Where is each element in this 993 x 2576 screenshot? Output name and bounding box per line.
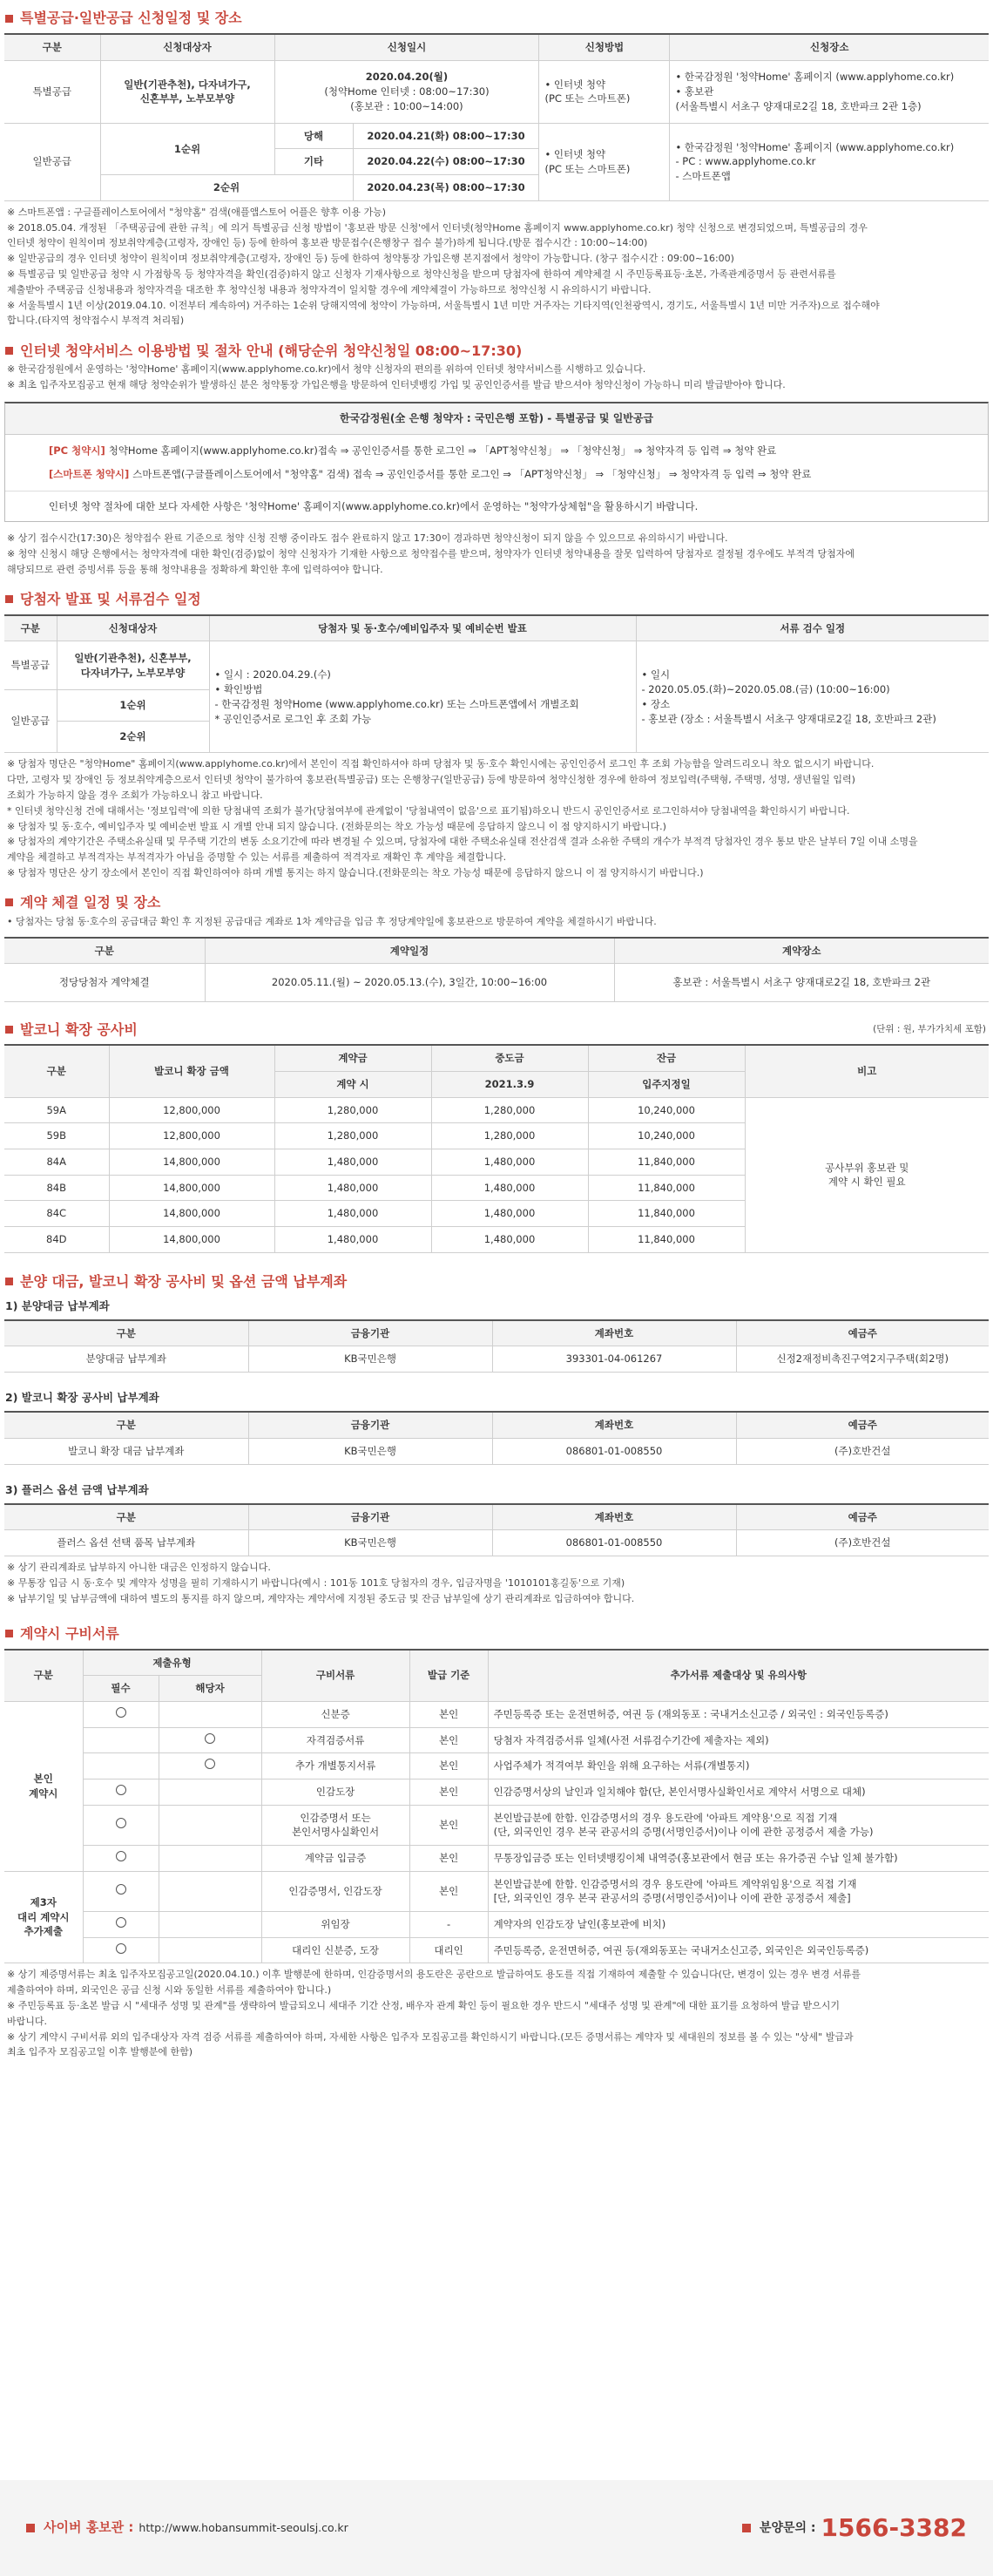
square-bullet-icon [5,347,13,355]
circle-mark-icon [116,1884,126,1895]
footer: 사이버 홍보관 : http://www.hobansummit-seoulsj.co.kr 분양문의 : 1566-3382 [0,2480,993,2576]
table-row: 인감증명서 또는 본인서명사실확인서 본인 본인발급분에 한함. 인감증명서의 경우 용도란에 '아파트 계약용'으로 직접 기재 (단, 외국인인 경우 본국 관공서의 증명(서명인증서)이나 이에 관한 공정증서 제출 가능) [4,1805,989,1845]
table-row: 계약금 입금증 본인 무통장입금증 또는 인터넷뱅킹이체 내역증(홍보관에서 현금 또는 유가증권 수납 일체 불가함) [4,1845,989,1871]
option-account-table: 구분 금융기관 계좌번호 예금주 플러스 옵션 선택 품목 납부계좌 KB국민은행 086801-01-008550 (주)호반건설 [4,1503,989,1556]
table-row: 본인 계약시 신분증 본인 주민등록증 또는 운전면허증, 여권 등 (재외동포 : 국내거소신고증 / 외국인 : 외국인등록증) [4,1701,989,1727]
table-row: 위임장 - 계약자의 인감도장 날인(홍보관에 비치) [4,1911,989,1937]
section-title-schedule: 특별공급·일반공급 신청일정 및 장소 [0,7,993,30]
page: 특별공급·일반공급 신청일정 및 장소 구분 신청대상자 신청일시 신청방법 신청장소 특별공급 일반(기관추천), 다자녀가구, 신혼부부, 노부모부양 2020.04.20(월) (청약Home 인터넷 : 08:00~17:30) (홍보관 : 10:00~14:00) • 인터넷 청약 (PC 또는 스마트폰) • 한국감정원 '청약Home' 홈페이지 (www.applyhome.co.kr) • 홍보관 (서울특별시 서초구 양재대로2길 18, 호반파크 2관 1층) 일반공급 1순위 당해 2020.04.21(화) 08:00~17:30 • 인터넷 청약 (PC 또는 스마트폰) • 한국감정원 '청약Home' 홈페이지 (www.applyhome.co.kr) - PC : www.applyhome.co.kr - 스마트폰앱 기타 2020.04.22(수) 08:00~17:30 2순위 2020.04.23(목) 08:00~17:30 ※ 스마트폰앱 : 구글플레이스토어에서 "청약홈" 검색(애플앱스토어 어플은 향후 이용 가능) ※ 2018.05.04. 개정된 「주택공급에 관한 규칙」에 의거 특별공급 신청 방법이 '홍보관 방문 신청'에서 인터넷(청약Home 홈페이지 www.applyhome.co.kr) 청약 신청으로 변경되었으며, 특별공급의 경우 인터넷 청약이 원칙이며 정보취약계층(고령자, 장애인 등) 등에 한하여 홍보관 방문접수(은행창구 접수 불가)하게 됩니다.(방문 접수시간 : 10:00~14:00) ※ 일반공급의 경우 인터넷 청약이 원칙이며 정보취약계층(고령자, 장애인 등) 등에 한하여 청약통장 가입은행 본지점에서 청약이 가능합니다. (창구 접수시간 : 09:00~16:00) ※ 특별공급 및 일반공급 청약 시 가점항목 등 청약자격을 확인(검증)하지 않고 신청자 기재사항으로 청약신청을 받으며 당첨자에 한하여 계약체결 시 주민등록표등·초본, 가족관계증명서 등 관련서류를 제출받아 주택공급 신청내용과 청약자격을 대조한 후 청약신청 내용과 청약자격이 일치할 경우에 계약체결이 가능하므로 청약신청 시 유의하시기 바랍니다. ※ 서울특별시 1년 이상(2019.04.10. 이전부터 계속하여) 거주하는 1순위 당해지역에 청약이 가능하며, 서울특별시 1년 미만 거주자는 기타지역(인천광역시, 경기도, 서울특별시 1년 미만 거주자)으로 접수해야 합니다.(타지역 청약접수시 부적격 처리됨) 인터넷 청약서비스 이용방법 및 절차 안내 (해당순위 청약신청일 08:00~17:30) ※ 한국감정원에서 운영하는 '청약Home' 홈페이지(www.applyhome.co.kr)에서 청약 신청자의 편의를 위하여 인터넷 청약서비스를 시행하고 있습니다. ※ 최초 입주자모집공고 현재 해당 청약순위가 발생하신 분은 청약통장 가입은행을 방문하여 인터넷뱅킹 가입 및 공인인증서를 발급 받으셔야 청약신청이 가능하니 미리 발급받아야 합니다. 한국감정원(全 은행 청약자 : 국민은행 포함) - 특별공급 및 일반공급 [PC 청약시] 청약Home 홈페이지(www.applyhome.co.kr)접속 ⇒ 공인인증서를 통한 로그인 ⇒ 「APT청약신청」 ⇒ 「청약신청」 ⇒ 청약자격 등 입력 ⇒ 청약 완료 [스마트폰 청약시] 스마트폰앱(구글플레이스토어에서 "청약홈" 검색) 접속 ⇒ 공인인증서를 통한 로그인 ⇒ 「APT청약신청」 ⇒ 「청약신청」 ⇒ 청약자격 등 입력 ⇒ 청약 완료 인터넷 청약 절차에 대한 보다 자세한 사항은 '청약Home' 홈페이지(www.applyhome.co.kr)에서 운영하는 "청약가상체험"을 활용하시기 바랍니다. ※ 상기 접수시간(17:30)은 청약접수 완료 기준으로 청약 신청 진행 중이라도 접수 완료하지 않고 17:30이 경과하면 청약신청이 되지 않을 수 있으므로 유의하시기 바랍니다. ※ 청약 신청시 해당 은행에서는 청약자격에 대한 확인(검증)없이 청약 신청자가 기재한 사항으로 청약접수를 받으며, 청약자가 인터넷 청약내용을 잘못 입력하여 당첨자로 결정될 경우에도 부적격 당첨자에 해당되므로 관련 증빙서류 등을 통해 청약내용을 정확하게 확인한 후에 입력하여야 합니다. 당첨자 발표 및 서류검수 일정 구분 신청대상자 당첨자 및 동·호수/예비입주자 및 예비순번 발표 서류 검수 일정 특별공급 일반(기관추천), 신혼부부, 다자녀가구, 노부모부양 • 일시 : 2020.04.29.(수) • 확인방법 - 한국감정원 청약Home (www.applyhome.co.kr) 또는 스마트폰앱에서 개별조회 * 공인인증서로 로그인 후 조회 가능 • 일시 - 2020.05.05.(화)~2020.05.08.(금) (10:00~16:00) • 장소 - 홍보관 (장소 : 서울특별시 서초구 양재대로2길 18, 호반파크 2관) 일반공급 1순위 2순위 ※ 당첨자 명단은 "청약Home" 홈페이지(www.applyhome.co.kr)에서 본인이 직접 확인하셔야 하며 당첨자 및 동·호수 확인시에는 공인인증서 로그인 후 조회 가능함을 알려드리오니 착오 없으시기 바랍니다. 다만, 고령자 및 장애인 등 정보취약계층으로서 인터넷 청약이 불가하여 홍보관(특별공급) 또는 은행창구(일반공급) 등에 방문하여 청약신청한 경우에 한하여 정보입력(주택형, 주택명, 성명, 생년월일 입력) 조회가 가능하지 않을 경우 조회가 가능하오니 참고 바랍니다. * 인터넷 청약신청 건에 대해서는 '정보입력'에 의한 당첨내역 조회가 불가(당첨여부에 관계없이 '당첨내역이 없음'으로 표기됨)하오니 반드시 공인인증서로 로그인하셔야 당첨내역을 확인하시기 바랍니다. ※ 당첨자 및 동·호수, 예비입주자 및 예비순번 발표 시 개별 안내 되지 않습니다. (전화문의는 착오 가능성 때문에 응답하지 않으니 이 점 양지하시기 바랍니다.) ※ 당첨자의 계약기간은 주택소유실태 및 무주택 기간의 변동 소요기간에 따라 변경될 수 있으며, 당첨자에 대한 주택소유실태 전산검색 결과 소유한 주택의 개수가 부적격 당첨자인 경우 통보 받은 날부터 7일 이내 소명을 계약을 체결하고 부적격자는 부적격자가 아님을 증명할 수 있는 서류를 제출하여 적격자로 재확인 후 계약을 체결합니다. ※ 당첨자 명단은 상기 장소에서 본인이 직접 확인하여야 하며 개별 통지는 하지 않습니다.(전화문의는 착오 가능성 때문에 응답하지 않으니 이 점 양지하시기 바랍니다.) 계약 체결 일정 및 장소 • 당첨자는 당첨 동·호수의 공급대금 확인 후 지정된 공급대금 계좌로 1차 계약금을 입금 후 정당계약일에 홍보관으로 방문하여 계약을 체결하시기 바랍니다. 구분 계약일정 계약장소 정당당첨자 계약체결 2020.05.11.(월) ~ 2020.05.13.(수), 3일간, 10:00~16:00 홍보관 : 서울특별시 서초구 양재대로2길 18, 호반파크 2관 발코니 확장 공사비 (단위 : 원, 부가가치세 포함) 구분 발코니 확장 금액 계약금 중도금 잔금 비고 계약 시 2021.3.9 입주지정일 59A 12,800,000 1,280,000 1,280,000 10,240,000 공사부위 홍보관 및 계약 시 확인 필요 59B 12,800,000 1,280,000 1,280,000 10,240,000 84A 14,800,000 1,480,000 1,480,000 11,840,000 84B 14,800,000 1,480,000 1,480,000 11,840,000 84C 14,800,000 1,480,000 1,480,000 11,840,000 84D 14,800,000 1,480,000 1,480,000 11,840,000 분양 대금, 발코니 확장 공사비 및 옵션 금액 납부계좌 1) 분양대금 납부계좌 구분 금융기관 계좌번호 예금주 분양대금 납부계좌 KB국민은행 393301-04-061267 신정2재정비촉진구역2지구주택(회2명) 2) 발코니 확장 공사비 납부계좌 구분 금융기관 계좌번호 예금주 발코니 확장 대금 납부계좌 KB국민은행 086801-01-008550 (주)호반건설 3) 플러스 옵션 금액 납부계좌 구분 금융기관 계좌번호 예금주 플러스 옵션 선택 품목 납부계좌 KB국민은행 086801-01-008550 (주)호반건설 ※ 상기 관리계좌로 납부하지 아니한 대금은 인정하지 않습니다. ※ 무통장 입금 시 동·호수 및 계약자 성명을 필히 기재하시기 바랍니다(예시 : 101동 101호 당첨자의 경우, 입금자명을 '1010101홍길동'으로 기재) ※ 납부기일 및 납부금액에 대하여 별도의 통지를 하지 않으며, 계약자는 계약서에 지정된 중도금 및 잔금 납부일에 상기 관리계좌로 입금하여야 합니다. 계약시 구비서류 구분 제출유형 구비서류 발급 기준 추가서류 제출대상 및 유의사항 필수 해당자 본인 계약시 신분증 본인 주민등록증 또는 운전면허증, 여권 등 (재외동포 : 국내거소신고증 / 외국인 : 외국인등록증) 자격검증서류 본인 당첨자 자격검증서류 일체(사전 서류검수기간에 제출자는 제외) 추가 개별통지서류 본인 사업주체가 적격여부 확인을 위해 요구하는 서류(개별통지) 인감도장 본인 인감증명서상의 날인과 일치해야 함(단, 본인서명사실확인서로 계약서 서명으로 대체) 인감증명서 또는 본인서명사실확인서 본인 본인발급분에 한함. 인감증명서의 경우 용도란에 '아파트 계약용'으로 직접 기재 (단, 외국인인 경우 본국 관공서의 증명(서명인증서)이나 이에 관한 공정증서 제출 가능) 계약금 입금증 본인 무통장입금증 또는 인터넷뱅킹이체 내역증(홍보관에서 현금 또는 유가증권 수납 일체 불가함) 제3자 대리 계약시 추가제출 인감증명서, 인감도장 본인 본인발급분에 한함. 인감증명서의 경우 용도란에 '아파트 계약위임용'으로 직접 기재 [단, 외국인인 경우 본국 관공서의 증명(서명인증서)이나 이에 관한 공정증서 제출] 위임장 - 계약자의 인감도장 날인(홍보관에 비치) 대리인 신분증, 도장 대리인 주민등록증, 운전면허증, 여권 등(재외동포는 국내거소신고증, 외국인은 외국인등록증) ※ 상기 제증명서류는 최초 입주자모집공고일(2020.04.10.) 이후 발행분에 한하며, 인감증명서의 용도란은 공란으로 발급하여도 용도를 직접 기재하여 제출할 수 있습니다(단, 변경이 있는 경우 변경 서류를 제출하여야 하며, 외국인은 공급 신청 시와 동일한 서류를 제출하여야 합니다.) ※ 주민등록표 등·초본 발급 시 "세대주 성명 및 관계"를 생략하여 발급되오니 세대주 기간 산정, 배우자 관계 확인 등이 필요한 경우 반드시 "세대주 성명 및 관계"에 대한 표기를 요청하여 발급 받으시기 바랍니다. ※ 상기 계약시 구비서류 외의 입주대상자 자격 검증 서류를 제출하여야 하며, 자세한 사항은 입주자 모집공고를 확인하시기 바랍니다.(모든 증명서류는 계약자 및 세대원의 정보를 볼 수 있는 "상세" 발급과 최초 입주자 모집공고일 이후 발행분에 한함) 사이버 홍보관 : http://www.hobansummit-seoulsj.co.kr 분양문의 : 1566-3382 [0,0,993,2576]
phone-number[interactable]: 1566-3382 [821,2512,967,2542]
circle-mark-icon [116,1785,126,1795]
square-bullet-icon [742,2524,751,2532]
contract-table: 구분 계약일정 계약장소 정당당첨자 계약체결 2020.05.11.(월) ~ 2020.05.13.(수), 3일간, 10:00~16:00 홍보관 : 서울특별시 서초구 양재대로2길 18, 호반파크 2관 [4,937,989,1003]
section-title-winners: 당첨자 발표 및 서류검수 일정 [0,588,993,611]
square-bullet-icon [5,15,13,23]
table-row: 84B 14,800,000 1,480,000 1,480,000 11,840,000 [4,1175,989,1201]
square-bullet-icon [5,898,13,906]
schedule-notes: ※ 스마트폰앱 : 구글플레이스토어에서 "청약홈" 검색(애플앱스토어 어플은 향후 이용 가능) ※ 2018.05.04. 개정된 「주택공급에 관한 규칙」에 의거 특별공급 신청 방법이 '홍보관 방문 신청'에서 인터넷(청약Home 홈페이지 www.applyhome.co.kr) 청약 신청으로 변경되었으며, 특별공급의 경우 인터넷 청약이 원칙이며 정보취약계층(고령자, 장애인 등) 등에 한하여 홍보관 방문접수(은행창구 접수 불가)하게 됩니다.(방문 접수시간 : 10:00~14:00) ※ 일반공급의 경우 인터넷 청약이 원칙이며 정보취약계층(고령자, 장애인 등) 등에 한하여 청약통장 가입은행 본지점에서 청약이 가능합니다. (창구 접수시간 : 09:00~16:00) ※ 특별공급 및 일반공급 청약 시 가점항목 등 청약자격을 확인(검증)하지 않고 신청자 기재사항으로 청약신청을 받으며 당첨자에 한하여 계약체결 시 주민등록표등·초본, 가족관계증명서 등 관련서류를 제출받아 주택공급 신청내용과 청약자격을 대조한 후 청약신청 내용과 청약자격이 일치할 경우에 계약체결이 가능하므로 청약신청 시 유의하시기 바랍니다. ※ 서울특별시 1년 이상(2019.04.10. 이전부터 계속하여) 거주하는 1순위 당해지역에 청약이 가능하며, 서울특별시 1년 미만 거주자는 기타지역(인천광역시, 경기도, 서울특별시 1년 미만 거주자)으로 접수해야 합니다.(타지역 청약접수시 부적격 처리됨) [7,206,880,327]
circle-mark-icon [116,1851,126,1861]
documents-table: 구분 제출유형 구비서류 발급 기준 추가서류 제출대상 및 유의사항 필수 해당자 본인 계약시 신분증 본인 주민등록증 또는 운전면허증, 여권 등 (재외동포 : 국내거소신고증 / 외국인 : 외국인등록증) 자격검증서류 본인 당첨자 자격검증서류 일체(사전 서류검수기간에 제출자는 제외) 추가 개별통지서류 본인 사업주체가 적격여부 확인을 위해 요구하는 서류(개별통지) 인감도장 본인 인감증명서상의 날인과 일치해야 함(단, 본인서명사실확인서로 계약서 서명으로 대체) 인감증명서 또는 본인서명사실확인서 본인 본인발급분에 한함. 인감증명서의 경우 용도란에 '아파트 계약용'으로 직접 기재 (단, 외국인인 경우 본국 관공서의 증명(서명인증서)이나 이에 관한 공정증서 제출 가능) 계약금 입금증 본인 무통장입금증 또는 인터넷뱅킹이체 내역증(홍보관에서 현금 또는 유가증권 수납 일체 불가함) 제3자 대리 계약시 추가제출 인감증명서, 인감도장 본인 본인발급분에 한함. 인감증명서의 경우 용도란에 '아파트 계약위임용'으로 직접 기재 [단, 외국인인 경우 본국 관공서의 증명(서명인증서)이나 이에 관한 공정증서 제출] 위임장 - 계약자의 인감도장 날인(홍보관에 비치) 대리인 신분증, 도장 대리인 주민등록증, 운전면허증, 여권 등(재외동포는 국내거소신고증, 외국인은 외국인등록증) [4,1649,989,1964]
circle-mark-icon [205,1759,215,1769]
table-row: 자격검증서류 본인 당첨자 자격검증서류 일체(사전 서류검수기간에 제출자는 제외) [4,1727,989,1753]
table-row: 84A 14,800,000 1,480,000 1,480,000 11,840,000 [4,1149,989,1176]
circle-mark-icon [116,1943,126,1954]
table-row: 추가 개별통지서류 본인 사업주체가 적격여부 확인을 위해 요구하는 서류(개별통지) [4,1753,989,1779]
balcony-table: 구분 발코니 확장 금액 계약금 중도금 잔금 비고 계약 시 2021.3.9 입주지정일 59A 12,800,000 1,280,000 1,280,000 10,240,000 공사부위 홍보관 및 계약 시 확인 필요 59B 12,800,000 1,280,000 1,280,000 10,240,000 84A 14,800,000 1,480,000 1,480,000 11,840,000 84B 14,800,000 1,480,000 1,480,000 11,840,000 84C 14,800,000 1,480,000 1,480,000 11,840,000 84D 14,800,000 1,480,000 1,480,000 11,840,000 [4,1044,989,1252]
square-bullet-icon [5,1026,13,1034]
table-row: 대리인 신분증, 도장 대리인 주민등록증, 운전면허증, 여권 등(재외동포는 국내거소신고증, 외국인은 외국인등록증) [4,1937,989,1963]
schedule-table: 구분 신청대상자 신청일시 신청방법 신청장소 특별공급 일반(기관추천), 다자녀가구, 신혼부부, 노부모부양 2020.04.20(월) (청약Home 인터넷 : 08:00~17:30) (홍보관 : 10:00~14:00) • 인터넷 청약 (PC 또는 스마트폰) • 한국감정원 '청약Home' 홈페이지 (www.applyhome.co.kr) • 홍보관 (서울특별시 서초구 양재대로2길 18, 호반파크 2관 1층) 일반공급 1순위 당해 2020.04.21(화) 08:00~17:30 • 인터넷 청약 (PC 또는 스마트폰) • 한국감정원 '청약Home' 홈페이지 (www.applyhome.co.kr) - PC : www.applyhome.co.kr - 스마트폰앱 기타 2020.04.22(수) 08:00~17:30 2순위 2020.04.23(목) 08:00~17:30 [4,33,989,201]
section-title-documents: 계약시 구비서류 [0,1623,993,1645]
table-row: 84C 14,800,000 1,480,000 1,480,000 11,840,000 [4,1201,989,1227]
section-title-accounts: 분양 대금, 발코니 확장 공사비 및 옵션 금액 납부계좌 [0,1271,993,1293]
section-title-internet-guide: 인터넷 청약서비스 이용방법 및 절차 안내 (해당순위 청약신청일 08:00~17:30) [0,339,993,362]
section-title-balcony: 발코니 확장 공사비 [0,1018,993,1041]
internet-procedure-box: 한국감정원(全 은행 청약자 : 국민은행 포함) - 특별공급 및 일반공급 [PC 청약시] 청약Home 홈페이지(www.applyhome.co.kr)접속 ⇒ 공인인증서를 통한 로그인 ⇒ 「APT청약신청」 ⇒ 「청약신청」 ⇒ 청약자격 등 입력 ⇒ 청약 완료 [스마트폰 청약시] 스마트폰앱(구글플레이스토어에서 "청약홈" 검색) 접속 ⇒ 공인인증서를 통한 로그인 ⇒ 「APT청약신청」 ⇒ 「청약신청」 ⇒ 청약자격 등 입력 ⇒ 청약 완료 인터넷 청약 절차에 대한 보다 자세한 사항은 '청약Home' 홈페이지(www.applyhome.co.kr)에서 운영하는 "청약가상체험"을 활용하시기 바랍니다. [4,402,989,522]
circle-mark-icon [116,1917,126,1928]
square-bullet-icon [5,595,13,603]
unit-label: (단위 : 원, 부가가치세 포함) [873,1024,986,1035]
cyber-showroom-link[interactable]: http://www.hobansummit-seoulsj.co.kr [138,2520,348,2534]
table-row: 제3자 대리 계약시 추가제출 인감증명서, 인감도장 본인 본인발급분에 한함. 인감증명서의 경우 용도란에 '아파트 계약위임용'으로 직접 기재 [단, 외국인인 경우 본국 관공서의 증명(서명인증서)이나 이에 관한 공정증서 제출] [4,1871,989,1911]
circle-mark-icon [116,1818,126,1828]
table-row: 인감도장 본인 인감증명서상의 날인과 일치해야 함(단, 본인서명사실확인서로 계약서 서명으로 대체) [4,1779,989,1805]
circle-mark-icon [116,1707,126,1718]
square-bullet-icon [5,1630,13,1637]
table-row: 59A 12,800,000 1,280,000 1,280,000 10,240,000 공사부위 홍보관 및 계약 시 확인 필요 [4,1097,989,1123]
square-bullet-icon [26,2524,35,2532]
balcony-account-table: 구분 금융기관 계좌번호 예금주 발코니 확장 대금 납부계좌 KB국민은행 086801-01-008550 (주)호반건설 [4,1411,989,1464]
sale-account-table: 구분 금융기관 계좌번호 예금주 분양대금 납부계좌 KB국민은행 393301-04-061267 신정2재정비촉진구역2지구주택(회2명) [4,1319,989,1373]
circle-mark-icon [205,1733,215,1744]
section-title-contract: 계약 체결 일정 및 장소 [0,891,993,914]
winners-table: 구분 신청대상자 당첨자 및 동·호수/예비입주자 및 예비순번 발표 서류 검수 일정 특별공급 일반(기관추천), 신혼부부, 다자녀가구, 노부모부양 • 일시 : 2020.04.29.(수) • 확인방법 - 한국감정원 청약Home (www.applyhome.co.kr) 또는 스마트폰앱에서 개별조회 * 공인인증서로 로그인 후 조회 가능 • 일시 - 2020.05.05.(화)~2020.05.08.(금) (10:00~16:00) • 장소 - 홍보관 (장소 : 서울특별시 서초구 양재대로2길 18, 호반파크 2관) 일반공급 1순위 2순위 [4,614,989,754]
square-bullet-icon [5,1278,13,1285]
table-row: 84D 14,800,000 1,480,000 1,480,000 11,840,000 [4,1227,989,1253]
table-row: 59B 12,800,000 1,280,000 1,280,000 10,240,000 [4,1123,989,1149]
